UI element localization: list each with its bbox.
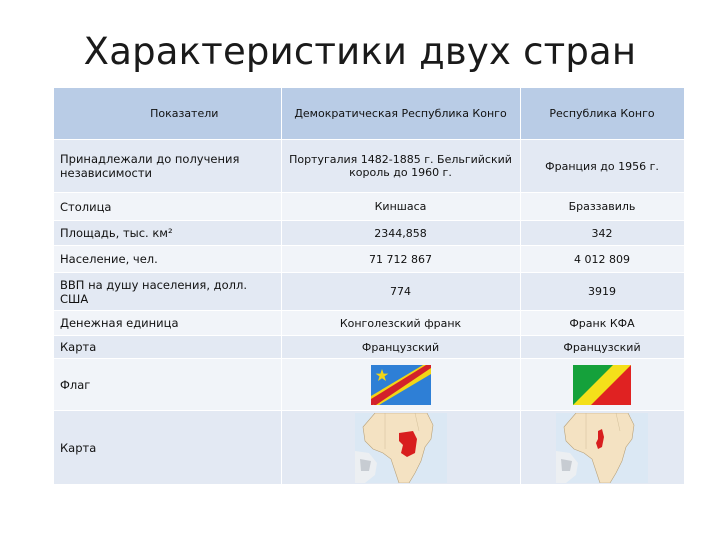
row-label: Столица bbox=[54, 193, 281, 221]
row-label: Флаг bbox=[54, 359, 281, 411]
row-label: Карта bbox=[54, 336, 281, 359]
africa-map-drc-icon bbox=[355, 413, 447, 483]
row-value-drc: Конголезский франк bbox=[281, 311, 520, 336]
map-cell-drc bbox=[281, 411, 520, 485]
row-value-roc: Французский bbox=[520, 336, 684, 359]
flag-cell-drc bbox=[281, 359, 520, 411]
header-roc: Республика Конго bbox=[520, 88, 684, 140]
header-drc: Демократическая Республика Конго bbox=[281, 88, 520, 140]
row-value-drc: Португалия 1482-1885 г. Бельгийский король до 1960 г. bbox=[281, 140, 520, 193]
table-row bbox=[54, 140, 684, 193]
row-label: ВВП на душу населения, долл. США bbox=[54, 273, 281, 311]
africa-map-roc-icon bbox=[556, 413, 648, 483]
table-row bbox=[54, 193, 684, 221]
table-row bbox=[54, 411, 684, 485]
table-row bbox=[54, 246, 684, 273]
roc-flag-icon bbox=[573, 365, 631, 405]
row-value-drc: 71 712 867 bbox=[281, 246, 520, 273]
row-label: Карта bbox=[54, 411, 281, 485]
row-value-drc: 774 bbox=[281, 273, 520, 311]
table-row bbox=[54, 359, 684, 411]
row-value-drc: Французский bbox=[281, 336, 520, 359]
row-value-roc: 342 bbox=[520, 221, 684, 246]
row-label: Площадь, тыс. км² bbox=[54, 221, 281, 246]
table-row bbox=[54, 336, 684, 359]
row-value-drc: Киншаса bbox=[281, 193, 520, 221]
row-label: Денежная единица bbox=[54, 311, 281, 336]
row-value-roc: 4 012 809 bbox=[520, 246, 684, 273]
flag-cell-roc bbox=[520, 359, 684, 411]
map-cell-roc bbox=[520, 411, 684, 485]
table-row bbox=[54, 311, 684, 336]
table-row bbox=[54, 221, 684, 246]
row-value-drc: 2344,858 bbox=[281, 221, 520, 246]
row-label: Население, чел. bbox=[54, 246, 281, 273]
slide-title: Характеристики двух стран bbox=[83, 30, 637, 73]
row-value-roc: Франция до 1956 г. bbox=[520, 140, 684, 193]
row-value-roc: Браззавиль bbox=[520, 193, 684, 221]
comparison-table bbox=[54, 88, 685, 485]
row-value-roc: Франк КФА bbox=[520, 311, 684, 336]
table-header-row bbox=[54, 88, 684, 140]
drc-flag-icon bbox=[371, 365, 431, 405]
row-value-roc: 3919 bbox=[520, 273, 684, 311]
row-label: Принадлежали до получения независимости bbox=[54, 140, 281, 193]
header-indicators: Показатели bbox=[54, 88, 281, 140]
table-row bbox=[54, 273, 684, 311]
